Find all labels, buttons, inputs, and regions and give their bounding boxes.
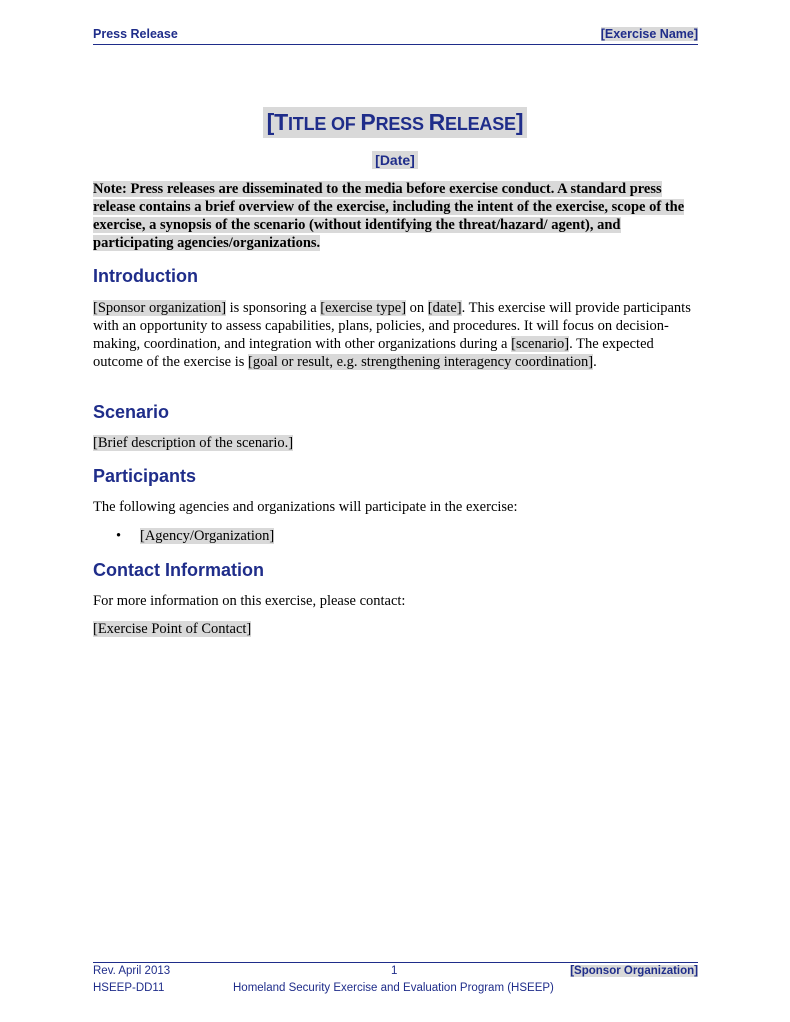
contact-heading: Contact Information <box>93 560 264 580</box>
bullet-icon: • <box>116 528 122 544</box>
footer-page-number: 1 <box>391 965 398 977</box>
participants-heading: Participants <box>93 466 197 486</box>
sponsor-placeholder: [Sponsor organization] <box>93 300 227 316</box>
exercise-type-placeholder: [exercise type] <box>320 300 407 316</box>
footer-sponsor: [Sponsor Organization] <box>570 965 698 977</box>
introduction-paragraph: [Sponsor organization] is sponsoring a [exercise type] on [date]. This exercise will provide participants with an opportunity to assess capabilities, plans, policies, and procedures. It will focus on decision-making, coordination, and integration with other organizations during a [scenario]. The expected outcome of the exercise is [goal or result, e.g. strengthening interagency coordination]. <box>93 300 691 370</box>
header-doc-type: Press Release <box>93 27 178 41</box>
goal-placeholder: [goal or result, e.g. strengthening interagency coordination] <box>248 354 594 370</box>
header-exercise-name: [Exercise Name] <box>600 27 698 41</box>
scenario-heading: Scenario <box>93 402 170 422</box>
scenario-placeholder: [scenario] <box>511 336 570 352</box>
footer-doc-id: HSEEP-DD11 <box>93 982 165 994</box>
page-title: [TITLE OF PRESS RELEASE] <box>0 107 790 138</box>
date-placeholder: [date] <box>427 300 462 316</box>
introduction-heading: Introduction <box>93 266 198 286</box>
footer-program: Homeland Security Exercise and Evaluation Program (HSEEP) <box>233 982 554 994</box>
contact-intro: For more information on this exercise, please contact: <box>93 593 406 609</box>
footer-revision: Rev. April 2013 <box>93 965 171 977</box>
contact-poc: [Exercise Point of Contact] <box>93 621 252 637</box>
scenario-paragraph: [Brief description of the scenario.] <box>93 435 294 451</box>
instruction-note: Note: Press releases are disseminated to the media before exercise conduct. A standard press release contains a brief overview of the exercise, including the intent of the exercise, scope of the exercise, a synopsis of the scenario (without identifying the threat/hazard/ agent), and participating agencies/organizations. <box>93 181 685 251</box>
page-header <box>93 27 698 45</box>
list-item: • [Agency/Organization] <box>116 528 275 544</box>
page-footer <box>93 962 698 994</box>
release-date: [Date] <box>0 151 790 170</box>
participants-intro: The following agencies and organizations will participate in the exercise: <box>93 499 518 515</box>
